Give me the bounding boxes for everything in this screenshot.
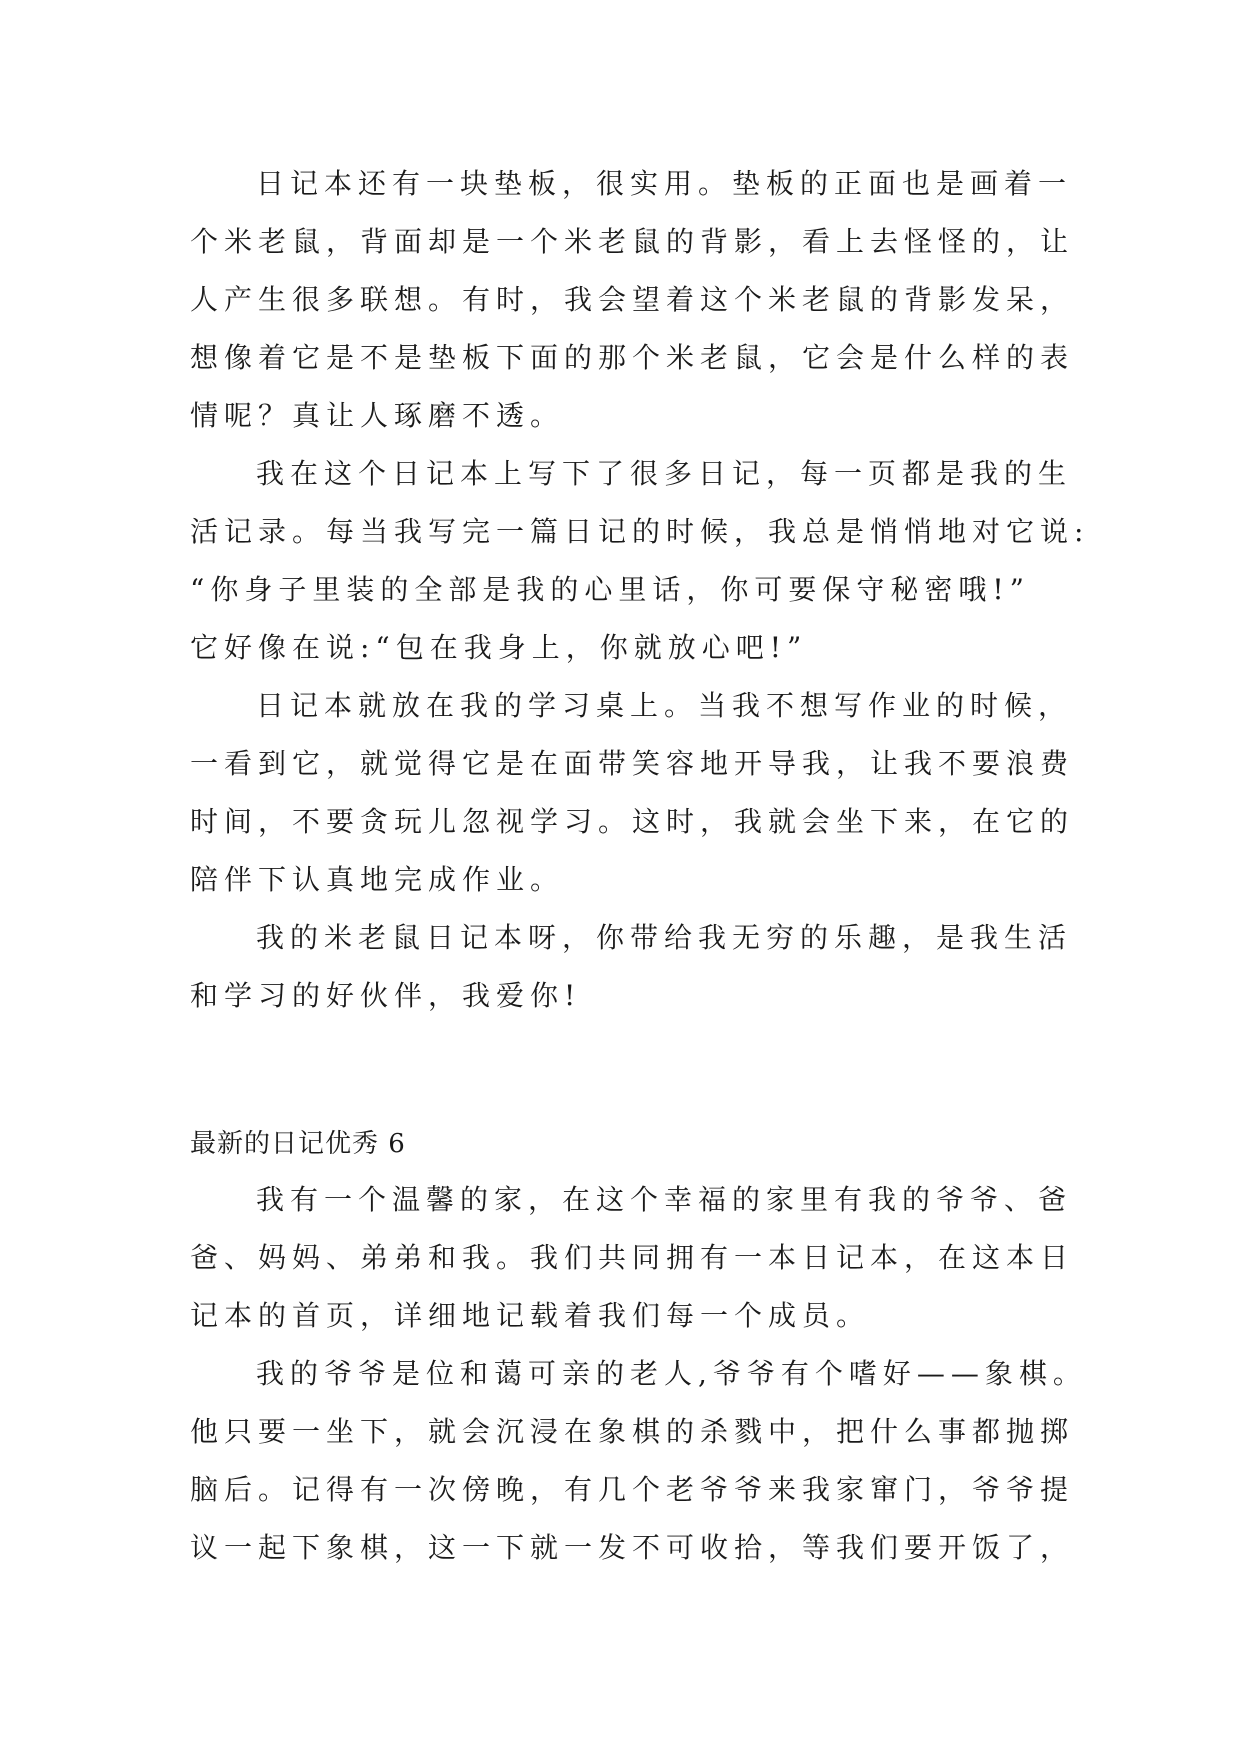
section-spacer bbox=[190, 1025, 1070, 1117]
paragraph-line: 记本的首页，详细地记载着我们每一个成员。 bbox=[190, 1299, 871, 1332]
paragraph-line: 我在这个日记本上写下了很多日记，每一页都是我的生 bbox=[256, 457, 1073, 490]
paragraph bbox=[190, 1171, 1075, 1345]
paragraph-line: 我有一个温馨的家，在这个幸福的家里有我的爷爷、爸 bbox=[256, 1183, 1073, 1216]
paragraph bbox=[190, 1345, 1087, 1577]
paragraph-line: 和学习的好伙伴，我爱你! bbox=[190, 979, 582, 1012]
paragraph-line: “你身子里装的全部是我的心里话，你可要保守秘密哦!” bbox=[190, 573, 1030, 606]
paragraph-line: 时间，不要贪玩儿忽视学习。这时，我就会坐下来，在它的 bbox=[190, 805, 1075, 838]
paragraph-line: 它好像在说:“包在我身上，你就放心吧!” bbox=[190, 631, 808, 664]
paragraph bbox=[190, 677, 1075, 909]
paragraph-line: 脑后。记得有一次傍晚，有几个老爷爷来我家窜门，爷爷提 bbox=[190, 1473, 1075, 1506]
paragraph-line: 日记本就放在我的学习桌上。当我不想写作业的时候， bbox=[256, 689, 1073, 722]
paragraph-line: 议一起下象棋，这一下就一发不可收拾，等我们要开饭了， bbox=[190, 1531, 1075, 1564]
paragraph-line: 我的米老鼠日记本呀，你带给我无穷的乐趣，是我生活 bbox=[256, 921, 1073, 954]
document-body bbox=[190, 155, 1090, 1577]
paragraph-line: 日记本还有一块垫板，很实用。垫板的正面也是画着一 bbox=[256, 167, 1073, 200]
paragraph-line: 人产生很多联想。有时，我会望着这个米老鼠的背影发呆， bbox=[190, 283, 1075, 316]
section-heading: 最新的日记优秀 6 bbox=[190, 1129, 406, 1159]
paragraph-line: 活记录。每当我写完一篇日记的时候，我总是悄悄地对它说: bbox=[190, 515, 1090, 548]
paragraph-line: 他只要一坐下，就会沉浸在象棋的杀戮中，把什么事都抛掷 bbox=[190, 1415, 1075, 1448]
paragraph bbox=[190, 445, 1090, 677]
paragraph-line: 个米老鼠，背面却是一个米老鼠的背影，看上去怪怪的，让 bbox=[190, 225, 1075, 258]
paragraph-line: 一看到它，就觉得它是在面带笑容地开导我，让我不要浪费 bbox=[190, 747, 1075, 780]
paragraph-line: 爸、妈妈、弟弟和我。我们共同拥有一本日记本，在这本日 bbox=[190, 1241, 1075, 1274]
paragraph bbox=[190, 909, 1073, 1025]
paragraph-line: 我的爷爷是位和蔼可亲的老人,爷爷有个嗜好——象棋。 bbox=[256, 1357, 1087, 1390]
paragraph-line: 情呢？真让人琢磨不透。 bbox=[190, 399, 565, 432]
paragraph-line: 陪伴下认真地完成作业。 bbox=[190, 863, 565, 896]
paragraph bbox=[190, 155, 1075, 445]
paragraph-line: 想像着它是不是垫板下面的那个米老鼠，它会是什么样的表 bbox=[190, 341, 1075, 374]
